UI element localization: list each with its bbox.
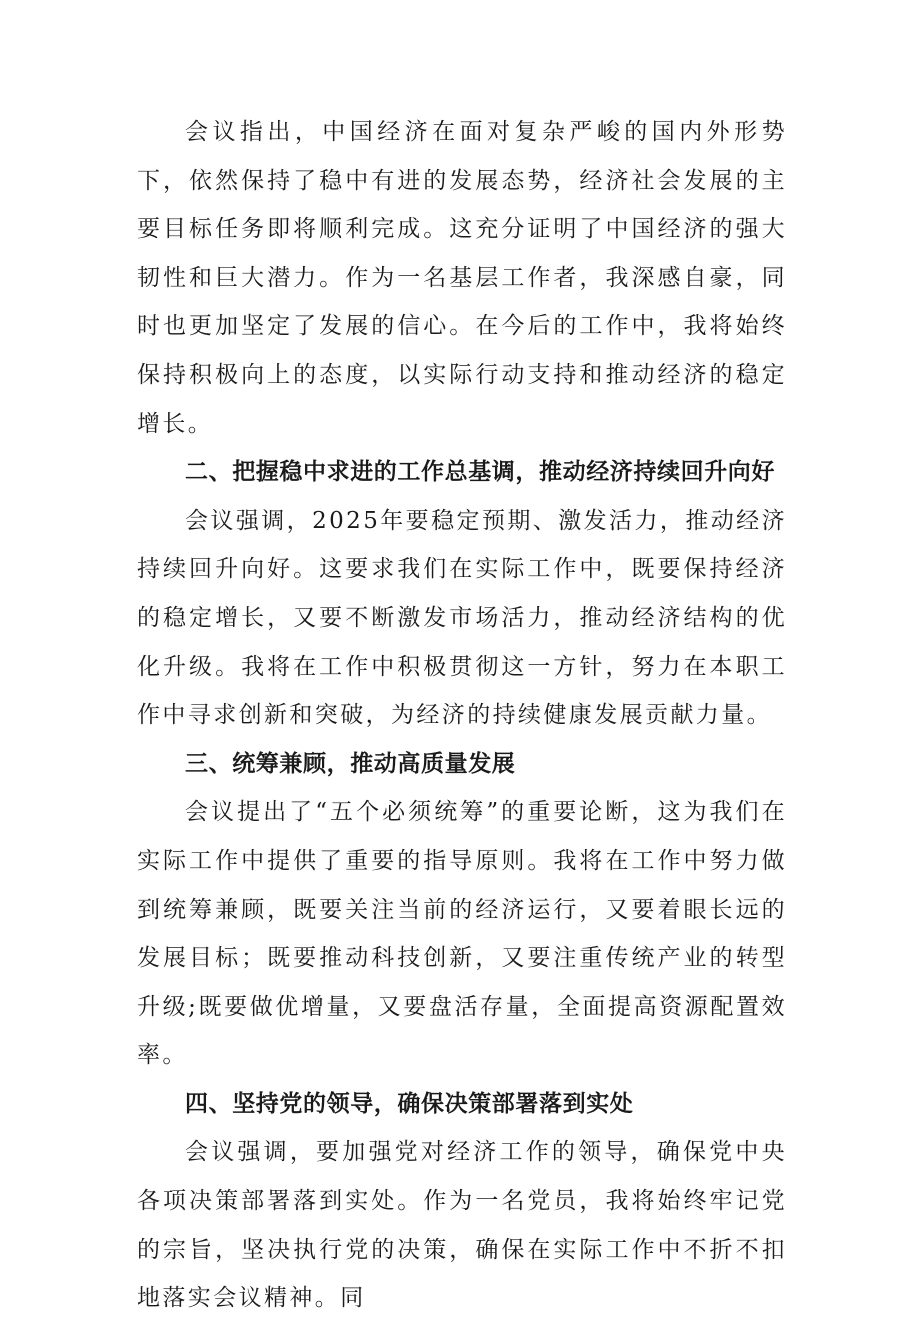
paragraph-party-leadership: 会议强调，要加强党对经济工作的领导，确保党中央各项决策部署落到实处。作为一名党员，我将始终牢记党的宗旨，坚决执行党的决策，确保在实际工作中不折不扣地落实会议精神。同 — [137, 1139, 787, 1312]
paragraph-stable-progress: 会议强调，2025年要稳定预期、激发活力，推动经济持续回升向好。这要求我们在实际工作中，既要保持经济的稳定增长，又要不断激发市场活力，推动经济结构的优化升级。我将在工作中积极贯彻这一方针，努力在本职工作中寻求创新和突破，为经济的持续健康发展贡献力量。 — [137, 507, 787, 729]
section-heading-3: 三、统筹兼顾，推动高质量发展 — [185, 750, 516, 777]
paragraph-economic-resilience: 会议指出，中国经济在面对复杂严峻的国内外形势下，依然保持了稳中有进的发展态势，经济社会发展的主要目标任务即将顺利完成。这充分证明了中国经济的强大韧性和巨大潜力。作为一名基层工作者，我深感自豪，同时也更加坚定了发展的信心。在今后的工作中，我将始终保持积极向上的态度，以实际行动支持和推动经济的稳定增长。 — [137, 119, 787, 437]
document-page — [137, 108, 787, 1323]
section-heading-4: 四、坚持党的领导，确保决策部署落到实处 — [185, 1090, 634, 1117]
paragraph-coordination: 会议提出了“五个必须统筹”的重要论断，这为我们在实际工作中提供了重要的指导原则。我将在工作中努力做到统筹兼顾，既要关注当前的经济运行，又要着眼长远的发展目标；既要推动科技创新，又要注重传统产业的转型升级;既要做优增量，又要盘活存量，全面提高资源配置效率。 — [137, 799, 787, 1069]
section-heading-2: 二、把握稳中求进的工作总基调，推动经济持续回升向好 — [185, 459, 775, 486]
